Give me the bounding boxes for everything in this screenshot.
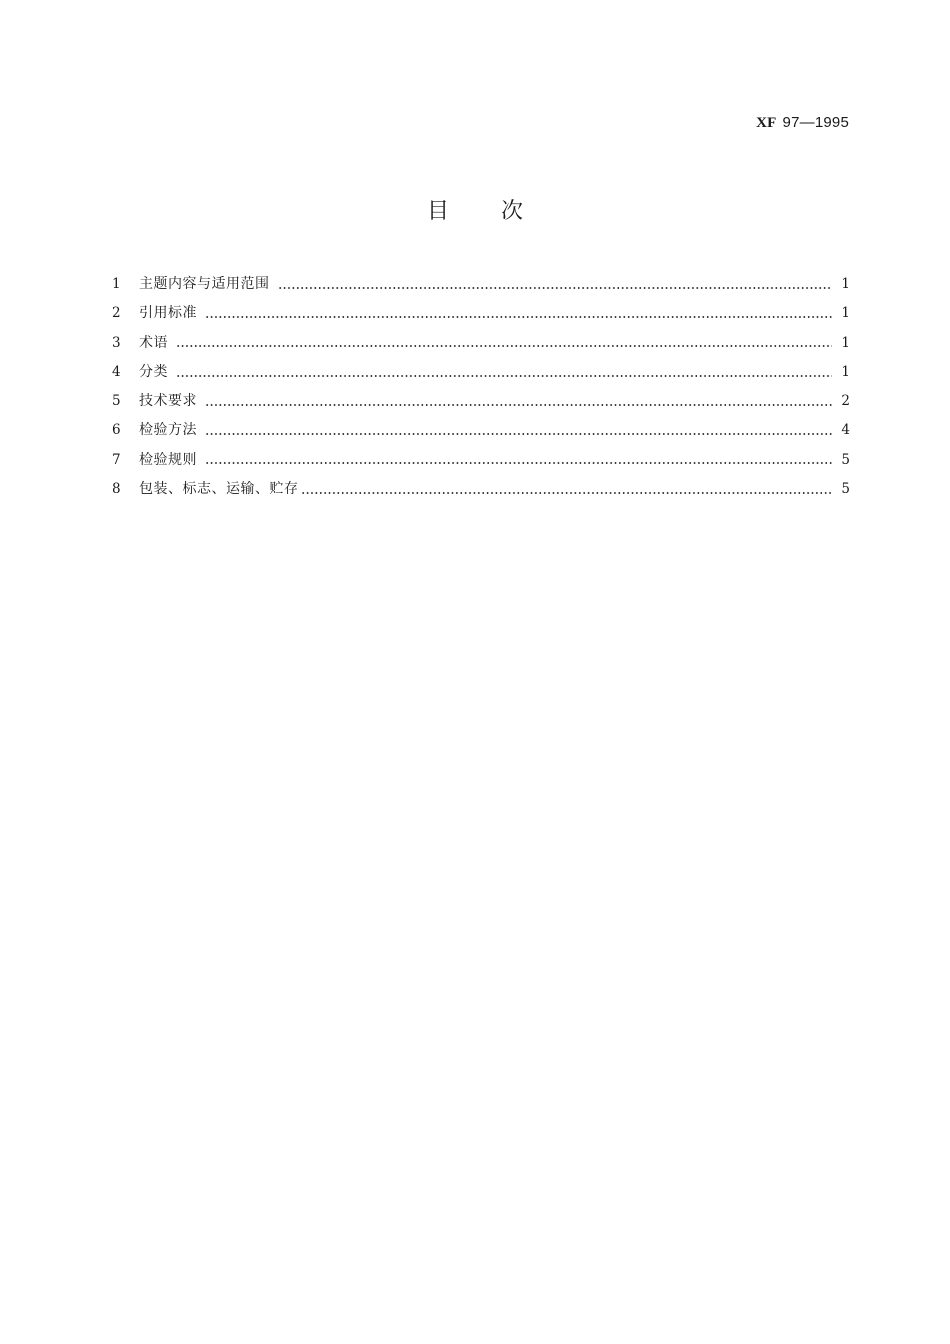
toc-entry-6[interactable]	[112, 418, 850, 447]
title-char-1: 目	[426, 199, 449, 224]
toc-entry-4[interactable]	[112, 360, 850, 389]
toc-entry-title: 术语	[139, 334, 168, 351]
standard-code	[756, 114, 849, 132]
toc-entry-page: 2	[841, 393, 850, 410]
dot-leader	[176, 375, 832, 377]
toc-entry-page: 1	[841, 334, 850, 351]
toc-entry-2[interactable]	[112, 301, 850, 330]
dot-leader	[205, 462, 832, 464]
page-title	[0, 194, 950, 225]
toc-entry-number: 8	[112, 481, 121, 498]
toc-entry-page: 1	[841, 305, 850, 322]
toc-entry-number: 7	[112, 451, 121, 468]
toc-entry-title: 主题内容与适用范围	[139, 276, 270, 292]
toc-entry-number: 5	[112, 393, 121, 410]
title-char-2: 次	[501, 199, 524, 224]
toc-entry-8[interactable]	[112, 477, 850, 506]
dot-leader	[278, 287, 833, 289]
dot-leader	[205, 433, 832, 435]
toc-entry-number: 6	[112, 422, 121, 439]
toc-entry-title: 包装、标志、运输、贮存	[139, 481, 299, 498]
toc-entry-page: 5	[841, 481, 850, 498]
toc-entry-5[interactable]	[112, 389, 850, 418]
toc-entry-title: 检验方法	[139, 422, 197, 439]
dot-leader	[301, 492, 833, 494]
toc-entry-number: 3	[112, 334, 121, 351]
toc-entry-title: 引用标准	[139, 305, 197, 322]
toc-entry-page: 1	[841, 363, 850, 380]
toc-entry-title: 技术要求	[139, 393, 197, 410]
toc-entry-3[interactable]	[112, 331, 850, 360]
toc-entry-1[interactable]	[112, 272, 850, 301]
dot-leader	[205, 404, 832, 406]
toc-entry-number: 4	[112, 363, 121, 380]
toc-entry-page: 4	[841, 422, 850, 439]
toc-entry-number: 2	[112, 305, 121, 322]
standard-prefix: XF	[756, 115, 777, 131]
table-of-contents	[112, 272, 850, 506]
toc-entry-page: 1	[841, 276, 850, 292]
dot-leader	[205, 316, 832, 318]
standard-number: 97—1995	[782, 114, 849, 131]
toc-entry-title: 检验规则	[139, 451, 197, 468]
toc-entry-page: 5	[841, 451, 850, 468]
dot-leader	[176, 345, 832, 347]
toc-entry-number: 1	[112, 276, 121, 292]
toc-entry-7[interactable]	[112, 448, 850, 477]
toc-entry-title: 分类	[139, 363, 168, 380]
